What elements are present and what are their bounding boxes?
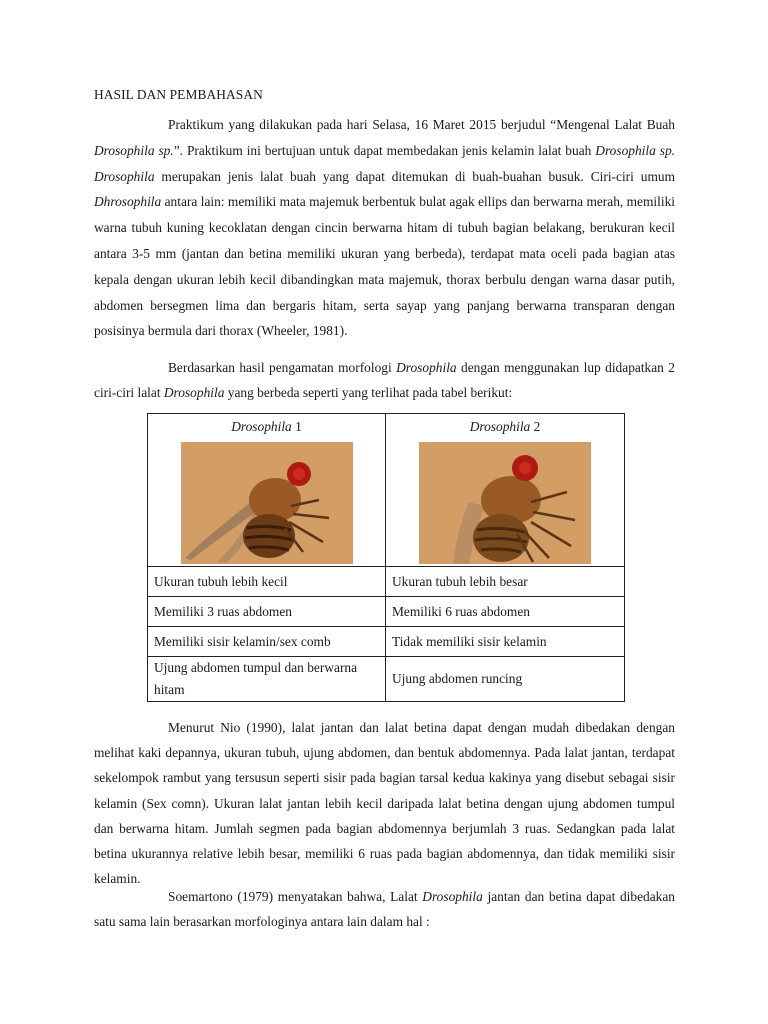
text-segment: Berdasarkan hasil pengamatan morfologi — [168, 360, 397, 375]
table-cell: Ukuran tubuh lebih besar — [386, 567, 625, 597]
text-segment: dengan menggunakan lup didapatkan 2 ciri-ciri lalat — [94, 360, 675, 400]
table-row — [148, 597, 625, 627]
paragraph-intro — [94, 112, 675, 344]
table-cell: Ujung abdomen tumpul dan berwarna hitam — [148, 657, 386, 702]
comparison-table — [147, 413, 625, 702]
table-cell: Ukuran tubuh lebih kecil — [148, 567, 386, 597]
column-name: Drosophila — [469, 419, 531, 434]
table-row — [148, 567, 625, 597]
column-header-drosophila-1 — [148, 414, 386, 567]
text-segment: antara lain: memiliki mata majemuk berbentuk bulat agak ellips dan berwarna merah, memiliki warna tubuh kuning kecoklatan dengan cincin berwarna hitam di tubuh bagian belakang, berukuran kecil antara 3-5 mm (jantan dan betina memiliki ukuran yang berbeda), terdapat mata oceli pada bagian atas kepala dengan ukuran lebih kecil dibandingkan mata majemuk, thorax berbulu dengan warna dasar putih, abdomen bersegmen lima dan bergaris hitam, serta sayap yang panjang berwarna transparan dengan posisinya bermula dari thorax (Wheeler, 1981). — [94, 194, 675, 339]
column-number: 1 — [291, 419, 302, 434]
text-segment: Menurut Nio (1990), lalat jantan dan lalat betina dapat dengan mudah dibedakan dengan melihat kaki depannya, ukuran tubuh, ujung abdomen, dan bentuk abdomennya. Pada lalat jantan, terdapat sekelompok rambut yang tersusun seperti sisir pada bagian tarsal kedua kakinya yang disebut sebagai sisir kelamin (Sex comn). Ukuran lalat jantan lebih kecil daripada lalat betina dengan ujung abdomen tumpul dan berwarna hitam. Jumlah segmen pada bagian abdomennya berjumlah 3 ruas. Sedangkan pada lalat betina ukurannya relative lebih besar, memiliki 6 ruas pada bagian abdomennya, dan tidak memiliki sisir kelamin. — [94, 720, 675, 887]
table-row — [148, 627, 625, 657]
text-segment-italic: Drosophila sp. — [94, 142, 174, 158]
column-name: Drosophila — [231, 419, 292, 434]
column-header-drosophila-2 — [386, 414, 625, 567]
column-number: 2 — [530, 419, 541, 434]
text-segment: ”. Praktikum ini bertujuan untuk dapat membedakan jenis kelamin lalat buah — [173, 142, 596, 158]
table-cell: Memiliki 3 ruas abdomen — [148, 597, 386, 627]
text-segment: jantan dan betina dapat dibedakan satu sama lain berasarkan morfologinya antara lain dalam hal : — [94, 889, 675, 930]
table-cell: Memiliki 6 ruas abdomen — [386, 597, 625, 627]
fly-photo-1 — [181, 442, 353, 564]
table-cell: Tidak memiliki sisir kelamin — [386, 627, 625, 657]
text-segment: Soemartono (1979) menyatakan bahwa, Lalat — [168, 889, 423, 904]
text-segment-italic: Drosophila — [163, 384, 225, 400]
text-segment: yang berbeda seperti yang terlihat pada tabel berikut: — [224, 384, 513, 400]
text-segment-italic: Drosophila — [422, 889, 483, 904]
text-segment-italic: Drosophila — [396, 360, 457, 375]
table-cell: Memiliki sisir kelamin/sex comb — [148, 627, 386, 657]
text-segment-italic: Drosophila sp. Drosophila — [94, 142, 675, 184]
paragraph-observation — [94, 356, 675, 405]
text-segment: Praktikum yang dilakukan pada hari Selasa, 16 Maret 2015 berjudul “Mengenal Lalat Buah — [168, 117, 675, 132]
text-segment-italic: Dhrosophila — [94, 194, 162, 210]
paragraph-nio — [94, 715, 675, 891]
section-heading: HASIL DAN PEMBAHASAN — [94, 87, 263, 102]
table-row — [148, 657, 625, 702]
paragraph-soemartono — [94, 884, 675, 934]
text-segment: merupakan jenis lalat buah yang dapat ditemukan di buah-buahan busuk. Ciri-ciri umum — [154, 168, 675, 184]
fly-photo-2 — [419, 442, 591, 564]
table-cell: Ujung abdomen runcing — [386, 657, 625, 702]
